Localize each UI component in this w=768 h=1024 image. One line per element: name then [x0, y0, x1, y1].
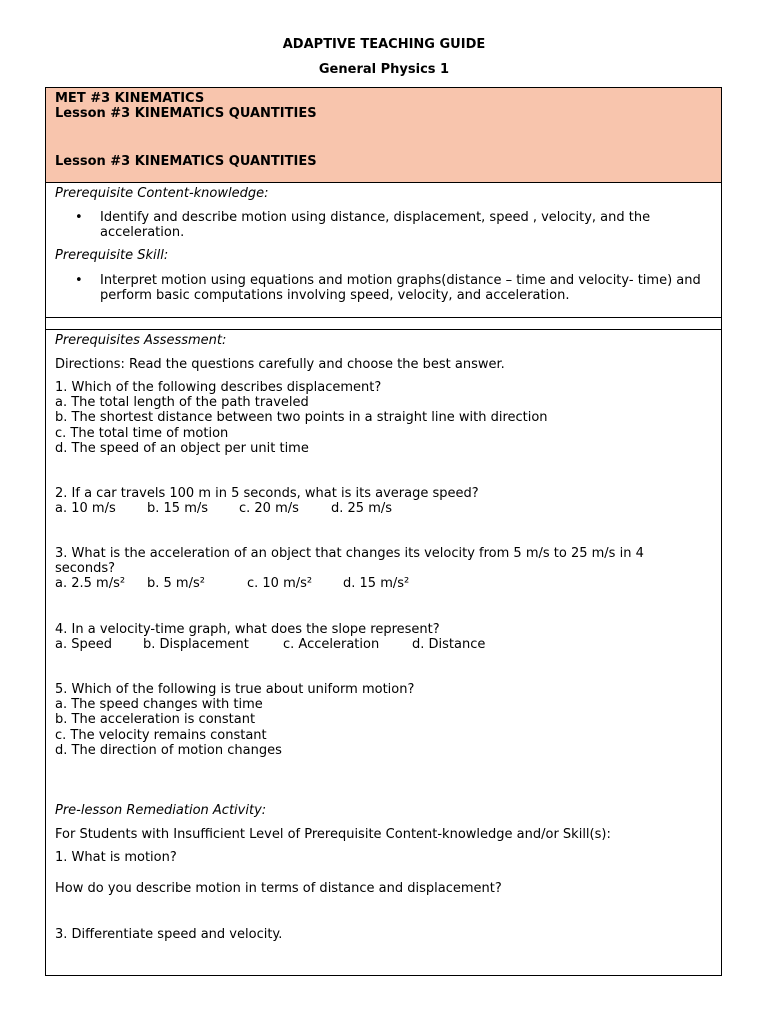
option-c: c. 10 m/s² [247, 576, 313, 591]
document-title: ADAPTIVE TEACHING GUIDE [282, 37, 486, 52]
option-b: b. Displacement [143, 637, 249, 652]
options-row [55, 637, 485, 652]
question-text: 2. If a car travels 100 m in 5 seconds, what is its average speed? [55, 486, 479, 501]
remediation-item-1: 1. What is motion? [55, 850, 177, 865]
option-b: b. 5 m/s² [147, 576, 205, 591]
option-d: d. 15 m/s² [343, 576, 410, 591]
question-text: 5. Which of the following is true about uniform motion? [55, 682, 415, 697]
options-row [55, 576, 409, 591]
prereq-content-bullet: Identify and describe motion using distance, displacement, speed , velocity, and the acceleration. [100, 210, 651, 240]
remediation-item-3: 3. Differentiate speed and velocity. [55, 927, 283, 942]
assessment-directions: Directions: Read the questions carefully and choose the best answer. [55, 357, 505, 372]
assessment-label: Prerequisites Assessment: [55, 333, 227, 348]
prereq-skill-bullet: Interpret motion using equations and motion graphs(distance – time and velocity- time) and perform basic computations involving speed, velocity, and acceleration. [100, 273, 701, 303]
question-text: 4. In a velocity-time graph, what does the slope represent? [55, 622, 440, 637]
options-row [55, 501, 392, 516]
lesson-title: Lesson #3 KINEMATICS QUANTITIES [55, 106, 317, 121]
lesson-title-repeat: Lesson #3 KINEMATICS QUANTITIES [55, 154, 317, 169]
question-text-line2: seconds? [55, 561, 116, 576]
prereq-skill-label: Prerequisite Skill: [55, 248, 169, 263]
option-c: c. The total time of motion [55, 426, 229, 441]
option-a: a. Speed [55, 637, 112, 652]
option-a: a. The total length of the path traveled [55, 395, 309, 410]
remediation-item-2: How do you describe motion in terms of distance and displacement? [55, 881, 502, 896]
option-d: d. The direction of motion changes [55, 743, 282, 758]
row-divider [46, 329, 721, 330]
option-c: c. Acceleration [283, 637, 380, 652]
option-d: d. 25 m/s [331, 501, 393, 516]
option-c: c. 20 m/s [239, 501, 299, 516]
option-b: b. 15 m/s [147, 501, 209, 516]
guide-table [45, 87, 722, 976]
option-a: a. 10 m/s [55, 501, 116, 516]
met-title: MET #3 KINEMATICS [55, 91, 205, 106]
option-a: a. 2.5 m/s² [55, 576, 126, 591]
option-c: c. The velocity remains constant [55, 728, 267, 743]
prereq-content-label: Prerequisite Content-knowledge: [55, 186, 269, 201]
remediation-intro: For Students with Insufficient Level of Prerequisite Content-knowledge and/or Skill(s): [55, 827, 611, 842]
option-a: a. The speed changes with time [55, 697, 263, 712]
question-text: 1. Which of the following describes displacement? [55, 380, 382, 395]
option-b: b. The shortest distance between two points in a straight line with direction [55, 410, 548, 425]
option-b: b. The acceleration is constant [55, 712, 256, 727]
question-text-line1: 3. What is the acceleration of an object that changes its velocity from 5 m/s to 25 m/s in 4 [55, 546, 644, 561]
document-subtitle: General Physics 1 [318, 62, 450, 77]
remediation-label: Pre-lesson Remediation Activity: [55, 803, 267, 818]
option-d: d. Distance [412, 637, 486, 652]
option-d: d. The speed of an object per unit time [55, 441, 309, 456]
lesson-header [46, 88, 721, 183]
bullet-icon: • [75, 210, 83, 225]
bullet-icon: • [75, 273, 83, 288]
row-divider [46, 317, 721, 318]
